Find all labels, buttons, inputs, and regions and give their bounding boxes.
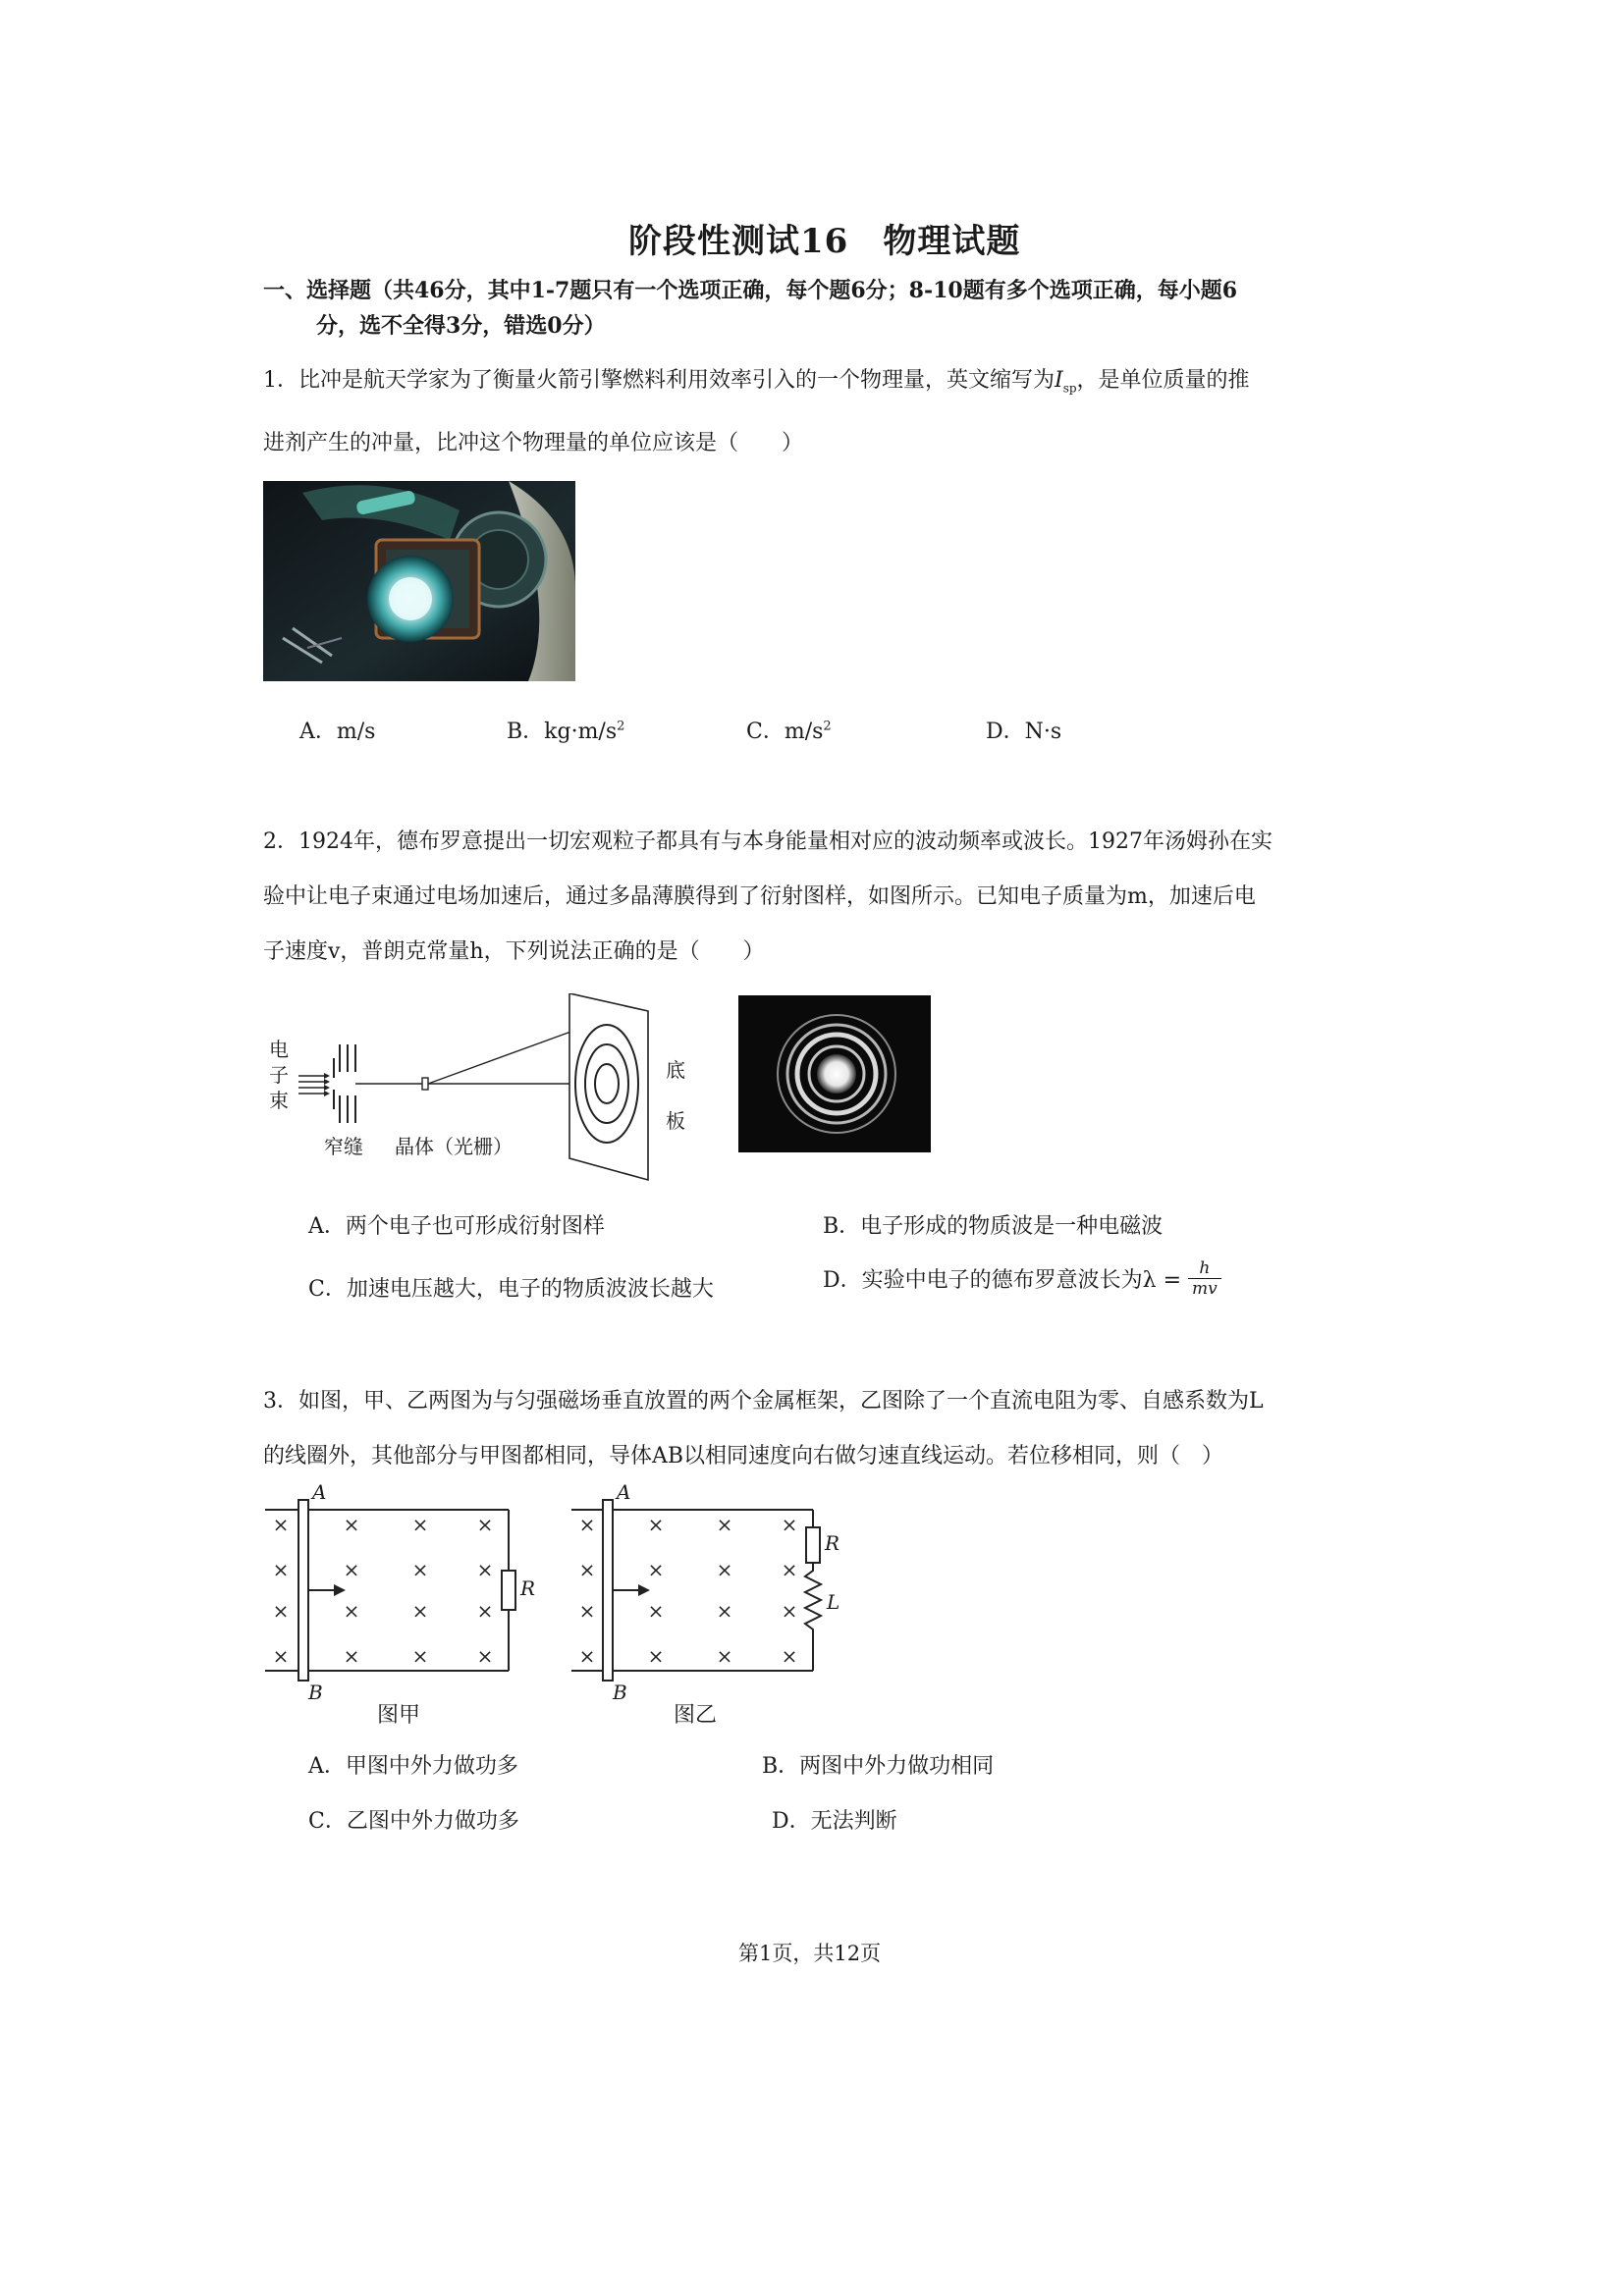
q1-option-a: A．m/s <box>299 720 376 744</box>
q1-symbol-sub: sp <box>1062 381 1077 396</box>
q3-option-c: C．乙图中外力做功多 <box>308 1809 519 1834</box>
section-header-line2: 分，选不全得3分，错选0分） <box>316 313 606 339</box>
cross-mark: × <box>411 1644 429 1668</box>
q2-option-d <box>823 1258 1221 1299</box>
cross-mark: × <box>578 1599 596 1623</box>
cross-mark: × <box>476 1513 494 1536</box>
q1-thruster-photo <box>263 481 575 681</box>
cross-mark: × <box>647 1599 665 1623</box>
cross-mark: × <box>272 1644 290 1668</box>
cross-mark: × <box>716 1558 733 1581</box>
beam-label <box>269 1037 289 1113</box>
cross-mark: × <box>343 1513 360 1536</box>
q1-line1 <box>263 363 1250 405</box>
label-b-right: B <box>613 1681 627 1704</box>
q2-option-b: B．电子形成的物质波是一种电磁波 <box>823 1214 1164 1239</box>
screen-label-2: 板 <box>666 1109 685 1133</box>
q2-diffraction-diagram <box>263 993 685 1190</box>
crystal-label: 晶体（光栅） <box>395 1135 513 1158</box>
q1-option-d: D．N·s <box>986 720 1062 744</box>
q1-line2: 进剂产生的冲量，比冲这个物理量的单位应该是（ ） <box>263 431 804 455</box>
screen-label-1: 底 <box>666 1058 685 1082</box>
screen-label <box>666 1044 689 1147</box>
beam-label-1: 电 <box>269 1038 289 1061</box>
q2-diffraction-photo <box>738 995 931 1152</box>
q1-option-b <box>507 715 624 745</box>
cross-mark: × <box>476 1644 494 1668</box>
q1-option-b-text: B．kg·m/s <box>507 720 618 744</box>
cross-mark: × <box>411 1599 429 1623</box>
cross-mark: × <box>647 1513 665 1536</box>
q3-line1: 3．如图，甲、乙两图为与匀强磁场垂直放置的两个金属框架，乙图除了一个直流电阻为零、自感系数为L <box>263 1389 1264 1414</box>
label-l-right: L <box>827 1590 840 1614</box>
cross-mark: × <box>272 1558 290 1581</box>
cross-mark: × <box>781 1558 798 1581</box>
label-a-left: A <box>312 1480 327 1504</box>
cross-mark: × <box>647 1558 665 1581</box>
q2-line3: 子速度v，普朗克常量h，下列说法正确的是（ ） <box>263 939 765 964</box>
q2-line2: 验中让电子束通过电场加速后，通过多晶薄膜得到了衍射图样，如图所示。已知电子质量为m，加速后电 <box>263 884 1256 909</box>
cross-mark: × <box>578 1558 596 1581</box>
fraction-denominator: mv <box>1192 1279 1218 1299</box>
beam-label-3: 束 <box>269 1089 289 1112</box>
cross-mark: × <box>272 1513 290 1536</box>
q2-option-d-text: D．实验中电子的德布罗意波长为λ = <box>823 1268 1182 1293</box>
cross-mark: × <box>716 1513 733 1536</box>
cross-mark: × <box>781 1513 798 1536</box>
section-header-line1: 一、选择题（共46分，其中1-7题只有一个选项正确，每个题6分；8-10题有多个选项正确，每小题6 <box>263 278 1238 303</box>
q1-line1-text-a: 1．比冲是航天学家为了衡量火箭引擎燃料利用效率引入的一个物理量，英文缩写为 <box>263 368 1055 393</box>
label-b-left: B <box>308 1681 323 1704</box>
q3-option-a: A．甲图中外力做功多 <box>308 1754 518 1779</box>
page-title: 阶段性测试16 物理试题 <box>628 222 1021 261</box>
label-r-left: R <box>520 1576 536 1600</box>
caption-figure-jia: 图甲 <box>377 1703 421 1728</box>
cross-mark: × <box>578 1513 596 1536</box>
fraction-numerator: h <box>1188 1258 1221 1279</box>
q2-option-a: A．两个电子也可形成衍射图样 <box>308 1214 605 1239</box>
q3-circuit-diagrams <box>263 1480 840 1743</box>
cross-mark: × <box>272 1599 290 1623</box>
cross-mark: × <box>716 1599 733 1623</box>
q1-option-b-sup: 2 <box>617 719 625 734</box>
q1-symbol: I <box>1055 368 1063 393</box>
cross-mark: × <box>411 1513 429 1536</box>
cross-mark: × <box>578 1644 596 1668</box>
q2-line1: 2．1924年，德布罗意提出一切宏观粒子都具有与本身能量相对应的波动频率或波长。1927年汤姆孙在实 <box>263 829 1272 854</box>
q3-option-b: B．两图中外力做功相同 <box>762 1754 995 1779</box>
q3-option-d: D．无法判断 <box>772 1809 897 1834</box>
cross-mark: × <box>716 1644 733 1668</box>
q2-option-d-fraction <box>1188 1258 1221 1299</box>
slit-label: 窄缝 <box>324 1135 363 1158</box>
page-footer: 第1页，共12页 <box>738 1942 882 1965</box>
label-r-right: R <box>825 1531 840 1555</box>
q1-option-c-sup: 2 <box>823 719 832 734</box>
cross-mark: × <box>343 1558 360 1581</box>
beam-label-2: 子 <box>269 1063 289 1087</box>
q3-line2: 的线圈外，其他部分与甲图都相同，导体AB以相同速度向右做匀速直线运动。若位移相同，则（ ） <box>263 1444 1224 1468</box>
cross-mark: × <box>476 1558 494 1581</box>
q1-option-c-text: C．m/s <box>746 720 824 744</box>
cross-mark: × <box>781 1644 798 1668</box>
label-a-right: A <box>617 1480 631 1504</box>
cross-mark: × <box>343 1599 360 1623</box>
cross-mark: × <box>476 1599 494 1623</box>
caption-figure-yi: 图乙 <box>674 1703 718 1728</box>
q2-option-c: C．加速电压越大，电子的物质波波长越大 <box>308 1277 714 1302</box>
q1-option-c <box>746 715 832 745</box>
q1-line1-text-b: ，是单位质量的推 <box>1076 368 1250 393</box>
cross-mark: × <box>781 1599 798 1623</box>
cross-mark: × <box>343 1644 360 1668</box>
cross-mark: × <box>647 1644 665 1668</box>
cross-mark: × <box>411 1558 429 1581</box>
